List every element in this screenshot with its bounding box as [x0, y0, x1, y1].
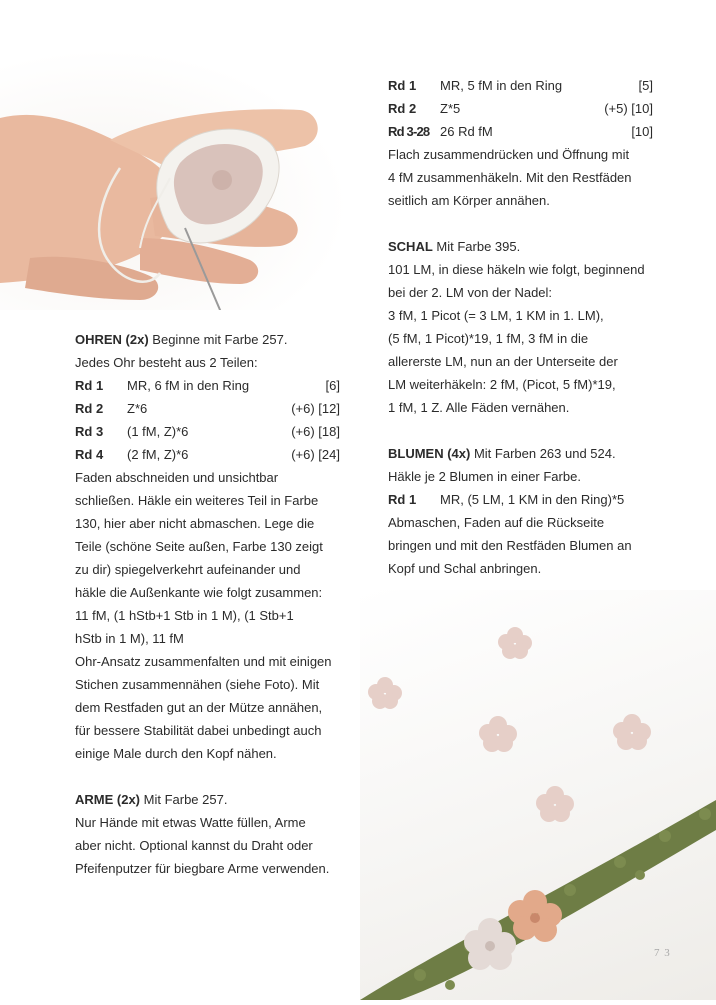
photo-hand-crochet-ear	[0, 48, 350, 310]
round-label: Rd 2	[388, 101, 417, 116]
spacer	[388, 419, 653, 442]
page-number: 7 3	[654, 947, 671, 959]
body-line: Flach zusammendrücken und Öffnung mit	[388, 147, 630, 162]
round-count: [6]	[325, 378, 340, 393]
round-row	[75, 374, 340, 397]
body-line: bei der 2. LM von der Nadel:	[388, 285, 553, 300]
round-label: Rd 4	[75, 447, 104, 462]
body-line: seitlich am Körper annähen.	[388, 193, 550, 208]
round-row	[75, 397, 340, 420]
arme-intro: Mit Farbe 257.	[140, 792, 228, 807]
ohren-line2: Jedes Ohr besteht aus 2 Teilen:	[75, 355, 258, 370]
schal-intro: Mit Farbe 395.	[432, 239, 521, 254]
round-text: (1 fM, Z)*6	[127, 424, 189, 439]
body-line: einige Male durch den Kopf nähen.	[75, 746, 277, 761]
round-row	[75, 443, 340, 466]
round-text: Z*5	[440, 101, 461, 116]
round-count: (+5) [10]	[604, 101, 653, 116]
round-count: (+6) [24]	[291, 447, 340, 462]
body-line: Kopf und Schal anbringen.	[388, 561, 542, 576]
round-text: MR, 6 fM in den Ring	[127, 378, 250, 393]
body-line: 101 LM, in diese häkeln wie folgt, beginnend	[388, 262, 645, 277]
round-row	[388, 488, 653, 511]
ohren-heading-line	[75, 328, 340, 351]
spacer	[75, 765, 340, 788]
round-count: [10]	[631, 124, 653, 139]
body-line: 130, hier aber nicht abmaschen. Lege die	[75, 516, 315, 531]
body-line: 11 fM, (1 hStb+1 Stb in 1 M), (1 Stb+1	[75, 608, 294, 623]
ohren-intro: Beginne mit Farbe 257.	[148, 332, 288, 347]
body-line: 4 fM zusammenhäkeln. Mit den Restfäden	[388, 170, 632, 185]
body-line: für bessere Stabilität dabei unbedingt auch	[75, 723, 322, 738]
blumen-heading-line	[388, 442, 653, 465]
body-line: bringen und mit den Restfäden Blumen an	[388, 538, 632, 553]
body-line: häkle die Außenkante wie folgt zusammen:	[75, 585, 323, 600]
left-column	[75, 328, 340, 880]
round-text: MR, 5 fM in den Ring	[440, 78, 563, 93]
round-count: (+6) [18]	[291, 424, 340, 439]
blumen-line2: Häkle je 2 Blumen in einer Farbe.	[388, 469, 581, 484]
body-line: 3 fM, 1 Picot (= 3 LM, 1 KM in 1. LM),	[388, 308, 604, 323]
body-line: Faden abschneiden und unsichtbar	[75, 470, 279, 485]
arme-heading-line	[75, 788, 340, 811]
body-line: zu dir) spiegelverkehrt aufeinander und	[75, 562, 301, 577]
body-line: allererste LM, nun an der Unterseite der	[388, 354, 618, 369]
photo-flowers-scarf	[360, 590, 716, 1000]
round-text: 26 Rd fM	[440, 124, 493, 139]
body-line: Ohr-Ansatz zusammenfalten und mit einigen	[75, 654, 332, 669]
round-count: [5]	[638, 78, 653, 93]
round-row	[75, 420, 340, 443]
body-line: 1 fM, 1 Z. Alle Fäden vernähen.	[388, 400, 570, 415]
blumen-title: BLUMEN (4x)	[388, 446, 471, 461]
round-label: Rd 1	[75, 378, 104, 393]
right-column	[388, 74, 653, 580]
body-line: (5 fM, 1 Picot)*19, 1 fM, 3 fM in die	[388, 331, 589, 346]
schal-heading-line	[388, 235, 653, 258]
round-row	[388, 120, 653, 143]
arme-title: ARME (2x)	[75, 792, 141, 807]
body-line: Nur Hände mit etwas Watte füllen, Arme	[75, 815, 306, 830]
round-text: (2 fM, Z)*6	[127, 447, 189, 462]
round-count: (+6) [12]	[291, 401, 340, 416]
body-line: Teile (schöne Seite außen, Farbe 130 zeigt	[75, 539, 323, 554]
round-label: Rd 1	[388, 78, 417, 93]
body-line: Pfeifenputzer für biegbare Arme verwenden.	[75, 861, 330, 876]
body-line: hStb in 1 M), 11 fM	[75, 631, 184, 646]
blumen-intro: Mit Farben 263 und 524.	[470, 446, 616, 461]
ohren-title: OHREN (2x)	[75, 332, 149, 347]
round-row	[388, 97, 653, 120]
body-line: LM weiterhäkeln: 2 fM, (Picot, 5 fM)*19,	[388, 377, 616, 392]
body-line: dem Restfaden gut an der Mütze annähen,	[75, 700, 323, 715]
round-text: Z*6	[127, 401, 148, 416]
round-label: Rd 3-28	[388, 124, 430, 139]
body-line: aber nicht. Optional kannst du Draht oder	[75, 838, 313, 853]
body-line: Stichen zusammennähen (siehe Foto). Mit	[75, 677, 320, 692]
round-label: Rd 2	[75, 401, 104, 416]
body-line: Abmaschen, Faden auf die Rückseite	[388, 515, 605, 530]
spacer	[388, 212, 653, 235]
round-text: MR, (5 LM, 1 KM in den Ring)*5	[440, 492, 625, 507]
round-row	[388, 74, 653, 97]
schal-title: SCHAL	[388, 239, 433, 254]
body-line: schließen. Häkle ein weiteres Teil in Farbe	[75, 493, 319, 508]
round-label: Rd 1	[388, 492, 417, 507]
round-label: Rd 3	[75, 424, 104, 439]
